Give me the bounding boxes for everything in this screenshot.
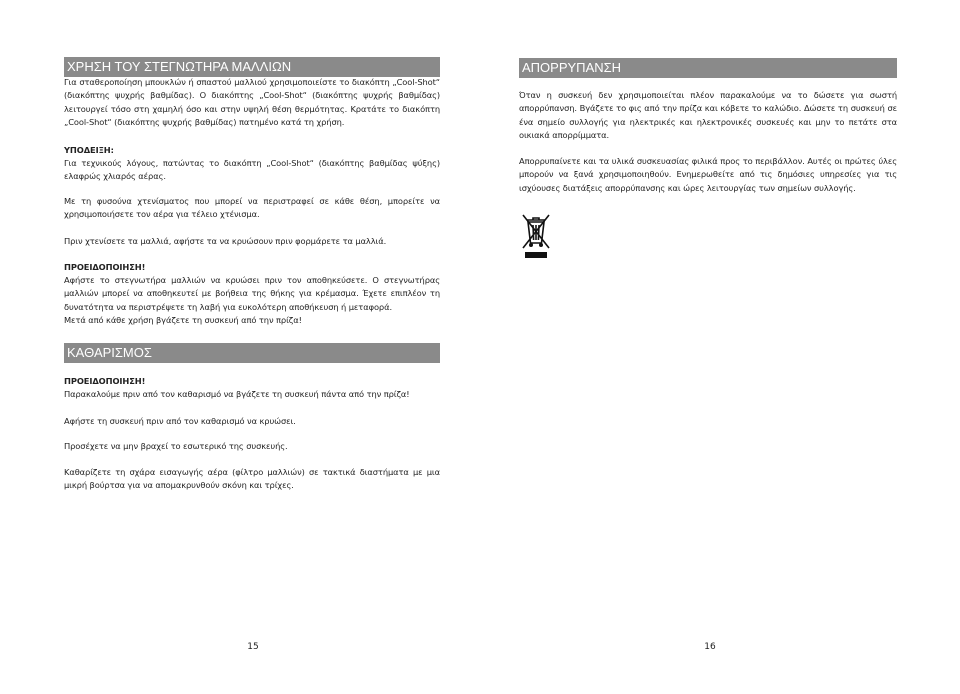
page-number-right: 16 <box>704 642 716 652</box>
disposal-paragraph-2: Απορρυπαίνετε και τα υλικά συσκευασίας φιλικά προς το περιβάλλον. Αυτές οι πρώτες ύλες μπορούν να ξανά χρησιμοποιηθούν. Ενημερωθείτε από τις δημόσιες υπηρεσίες για τις ισχύουσες διατάξεις απορρύπανσης και ώρες λειτουργίας των σημείων συλλογής. <box>519 156 897 193</box>
cleaning-warning-text: Παρακαλούμε πριν από τον καθαρισμό να βγάζετε τη συσκευή πάντα από την πρίζα! <box>64 389 410 399</box>
section-title-disposal: ΑΠΟΡΡΥΠΑΝΣΗ <box>519 58 897 78</box>
disposal-paragraph-1: Όταν η συσκευή δεν χρησιμοποιείται πλέον παρακαλούμε να το δώσετε για σωστή απορρύπανση. Βγάζετε το φις από την πρίζα και κόβετε το καλώδιο. Δώσετε τη συσκευή σε ένα σημείο συλλογής για ηλεκτρικές και ηλεκτρονικές συσκευές και μην το πετάτε στα οικιακά απορρίμματα. <box>519 90 897 141</box>
unplug-after-use-text: Μετά από κάθε χρήση βγάζετε τη συσκευή από την πρίζα! <box>64 315 302 325</box>
cleaning-filter-text: Καθαρίζετε τη σχάρα εισαγωγής αέρα (φίλτρο μαλλιών) σε τακτικά διαστήματα με μια μικρή βούρτσα για να απομακρυνθούν σκόνη και τρίχες. <box>64 467 440 491</box>
before-styling-text: Πριν χτενίσετε τα μαλλιά, αφήστε τα να κρυώσουν πριν φορμάρετε τα μαλλιά. <box>64 236 387 246</box>
hint-text: Για τεχνικούς λόγους, πατώντας το διακόπτη „Cool-Shot“ (διακόπτης βαθμίδας ψύξης) ελαφρώς χλιαρός αέρας. <box>64 158 440 182</box>
page-number-left: 15 <box>247 642 259 652</box>
nozzle-text: Με τη φυσούνα χτενίσματος που μπορεί να περιστραφεί σε κάθε θέση, μπορείτε να χρησιμοποιήσετε τον αέρα για τέλειο χτένισμα. <box>64 196 440 220</box>
storage-warning-heading: ΠΡΟΕΙΔΟΠΟΙΗΣΗ! <box>64 262 146 272</box>
cleaning-dry-text: Προσέχετε να μην βραχεί το εσωτερικό της συσκευής. <box>64 441 288 451</box>
weee-crossed-bin-icon <box>520 211 552 259</box>
storage-warning-text: Αφήστε το στεγνωτήρα μαλλιών να κρυώσει πριν τον αποθηκεύσετε. Ο στεγνωτήρας μαλλιών μπορεί να αποθηκευτεί με βοήθεια της θήκης για κρέμασμα. Έχετε επιπλέον τη δυνατότητα να περιστρέψετε τη λαβή για ευκολότερη αποθήκευση ή μεταφορά. <box>64 275 440 312</box>
cleaning-cool-text: Αφήστε τη συσκευή πριν από τον καθαρισμό να κρυώσει. <box>64 416 296 426</box>
section-title-usage: ΧΡΗΣΗ ΤΟΥ ΣΤΕΓΝΩΤΗΡΑ ΜΑΛΛΙΩΝ <box>64 57 440 77</box>
hint-heading: ΥΠΟΔΕΙΞΗ: <box>64 145 114 155</box>
section-title-cleaning: ΚΑΘΑΡΙΣΜΟΣ <box>64 343 440 363</box>
cleaning-warning-heading: ΠΡΟΕΙΔΟΠΟΙΗΣΗ! <box>64 376 146 386</box>
usage-paragraph: Για σταθεροποίηση μπουκλών ή σπαστού μαλλιού χρησιμοποιείστε το διακόπτη „Cool-Shot“ (διακόπτης ψυχρής βαθμίδας). Ο διακόπτης „Cool-Shot“ (διακόπτης ψυχρής βαθμίδας) λειτουργεί τόσο στη χαμηλή όσο και στην υψηλή θέση θερμότητας. Κρατάτε το διακόπτη „Cool-Shot“ (διακόπτης ψυχρής βαθμίδας) πατημένο κατά τη χρήση. <box>64 77 440 128</box>
